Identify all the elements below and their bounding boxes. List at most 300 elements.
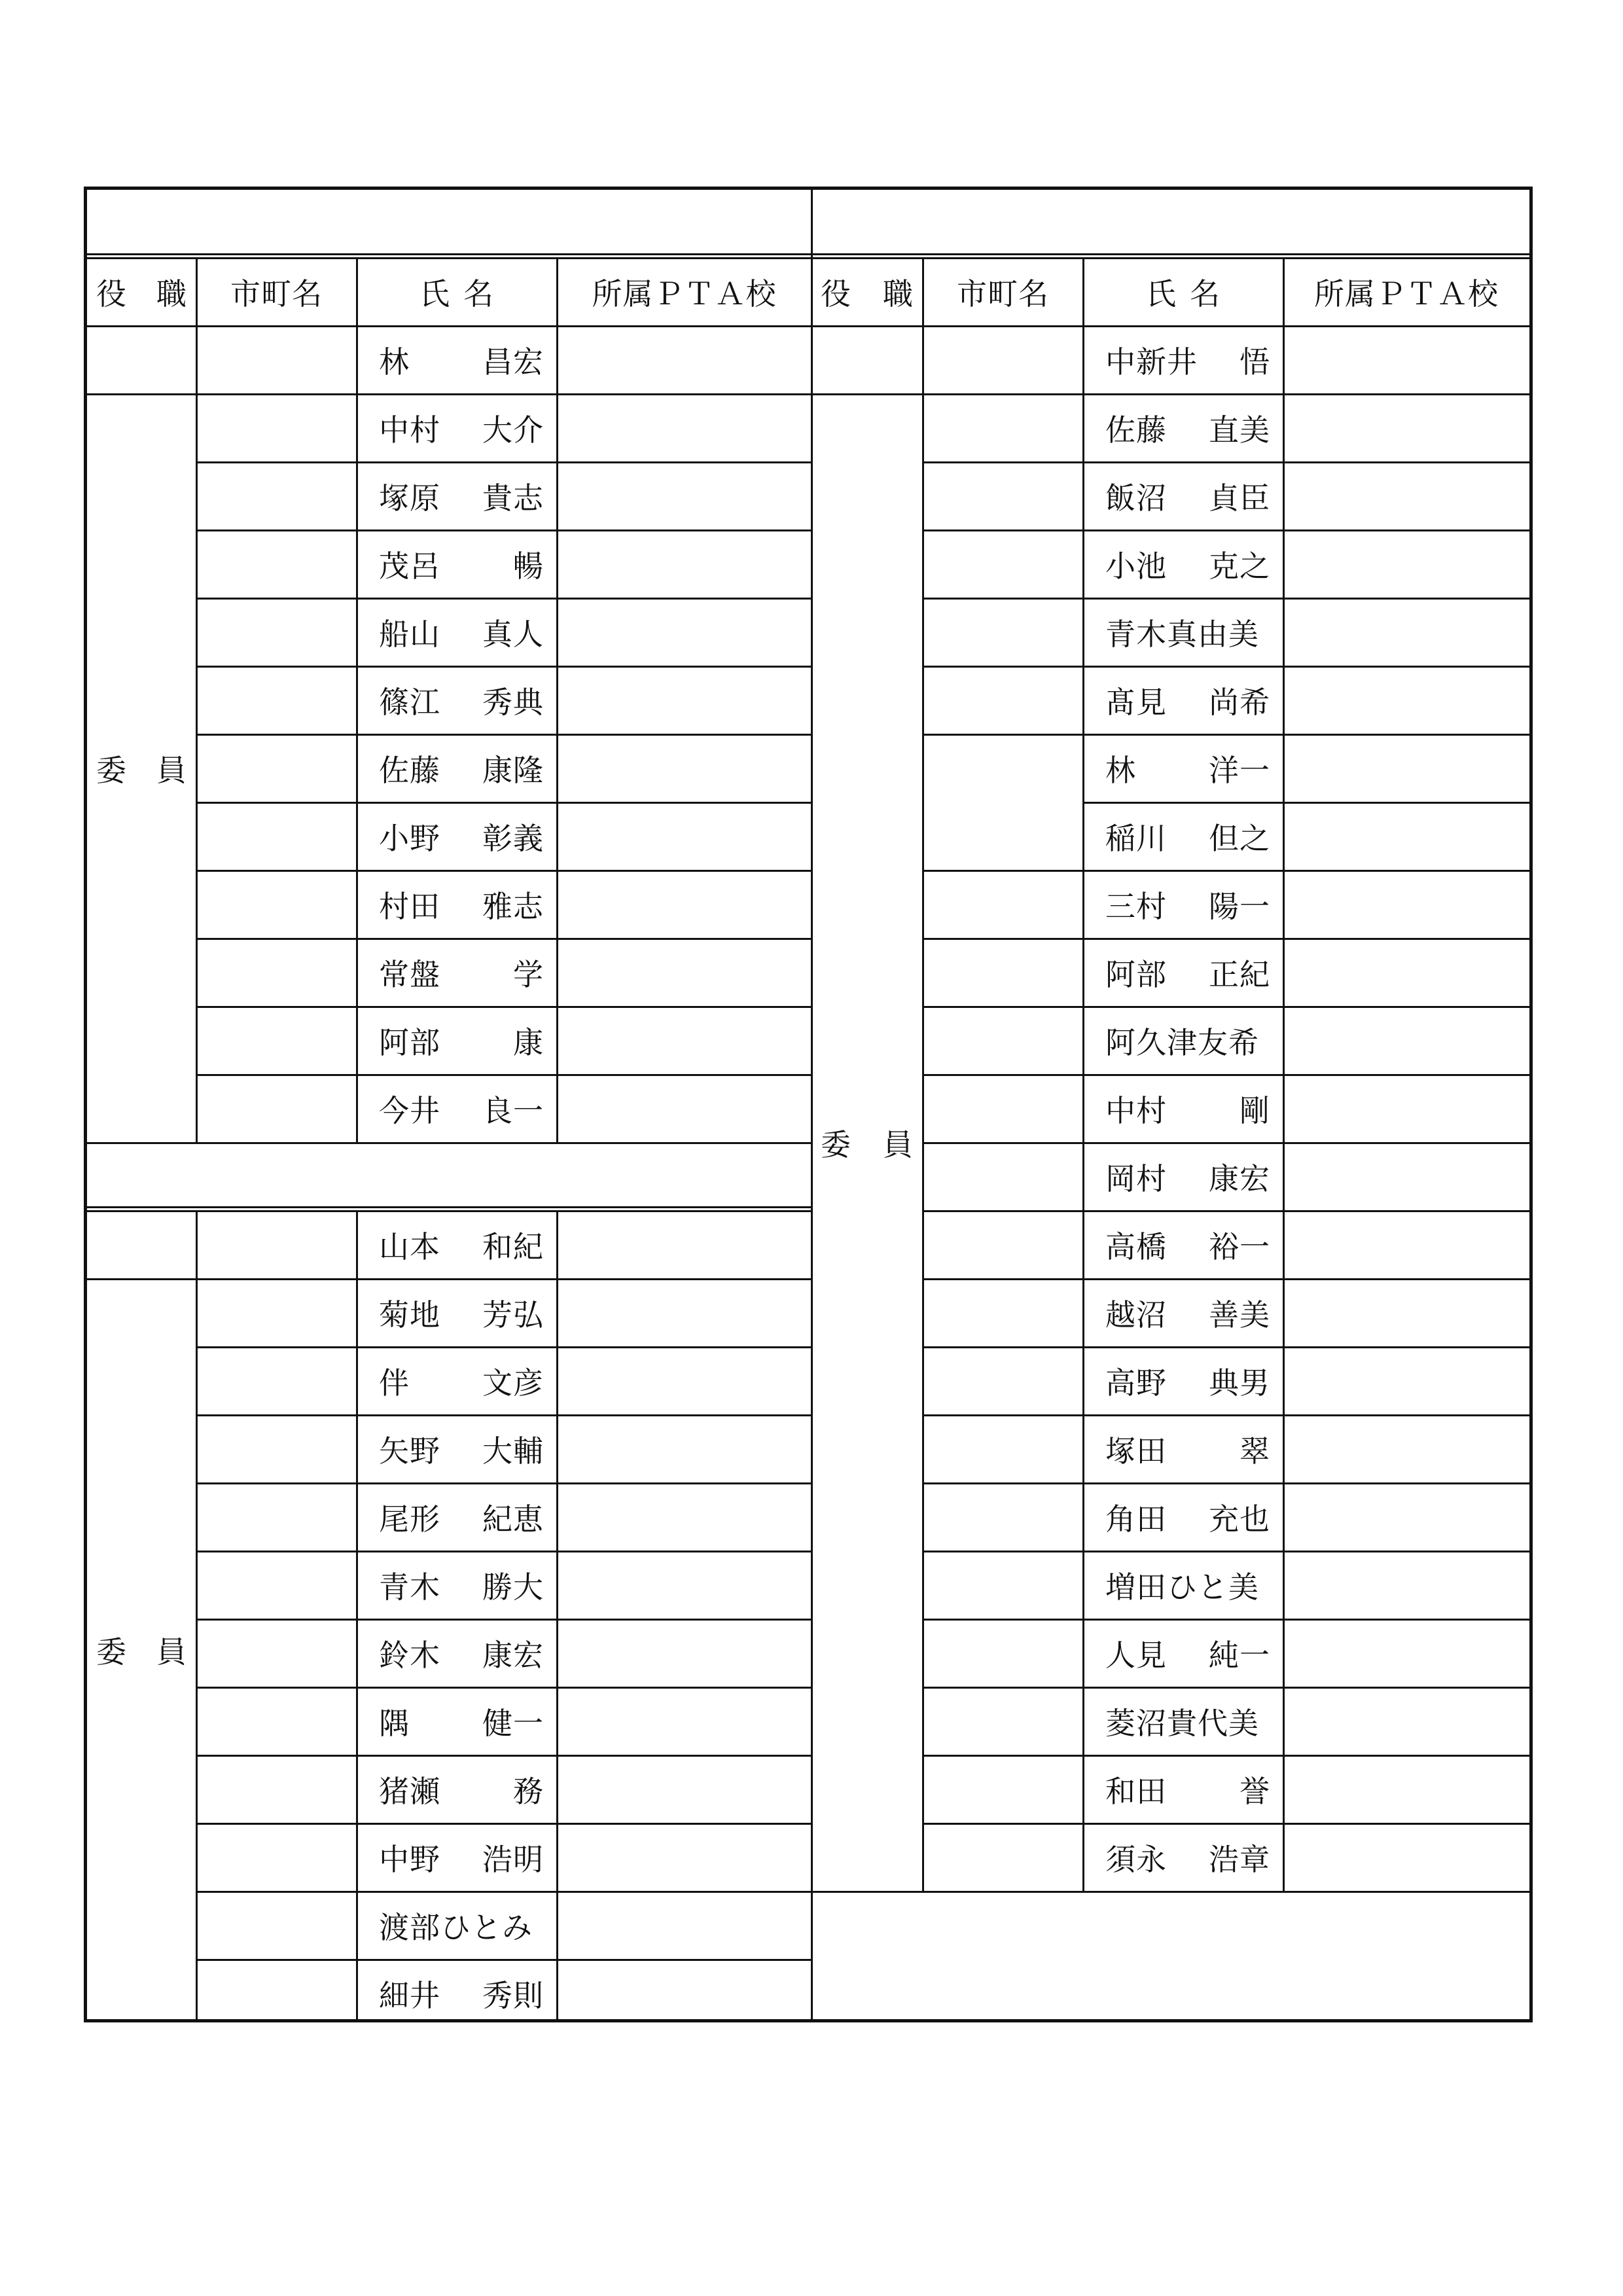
member-city xyxy=(196,1075,357,1143)
given-name: 大輔 xyxy=(482,1433,544,1469)
row-rule xyxy=(196,666,812,668)
role-char: 委 xyxy=(96,753,127,788)
column-rule xyxy=(556,1211,558,2019)
unei-header-role xyxy=(812,258,923,326)
member-city xyxy=(923,1143,1083,1211)
family-name: 船山 xyxy=(379,617,440,652)
row-rule xyxy=(196,1687,812,1689)
member-city xyxy=(196,939,357,1007)
member-school xyxy=(557,1551,812,1619)
family-name: 飯沼 xyxy=(1105,480,1167,516)
member-school xyxy=(557,1823,812,1892)
given-name: 健一 xyxy=(482,1706,544,1741)
member-city xyxy=(196,1279,357,1347)
row-rule xyxy=(923,1074,1529,1076)
given-name: 洋一 xyxy=(1209,753,1270,788)
family-name: 三村 xyxy=(1105,889,1167,924)
header-name-char: 氏 xyxy=(1146,276,1177,312)
member-city xyxy=(196,734,357,802)
member-city xyxy=(923,1007,1083,1075)
row-rule xyxy=(196,529,812,531)
full-name: 阿久津友希 xyxy=(1105,1025,1259,1060)
family-name: 稲川 xyxy=(1105,821,1167,856)
row-rule xyxy=(923,1278,1529,1280)
row-rule xyxy=(812,1891,1529,1893)
member-city xyxy=(196,1823,357,1892)
unei-header-name xyxy=(1083,258,1283,326)
member-name xyxy=(1083,939,1283,1007)
member-school xyxy=(1283,1755,1529,1823)
member-name xyxy=(357,1483,557,1551)
family-name: 茂呂 xyxy=(379,548,440,584)
family-name: 塚田 xyxy=(1105,1433,1167,1469)
member-city xyxy=(196,462,357,530)
row-rule xyxy=(923,1687,1529,1689)
member-school xyxy=(1283,1007,1529,1075)
member-name xyxy=(357,326,557,394)
family-name: 青木 xyxy=(379,1570,440,1605)
member-city xyxy=(923,1211,1083,1279)
member-school xyxy=(1283,870,1529,939)
joho-chair-role xyxy=(87,1211,196,1279)
member-name xyxy=(1083,870,1283,939)
member-school xyxy=(557,530,812,598)
member-school xyxy=(557,1211,812,1279)
row-rule xyxy=(923,870,1529,872)
member-city xyxy=(196,598,357,666)
committee-roster-table xyxy=(84,187,1533,2022)
row-rule xyxy=(196,461,812,463)
given-name: 克之 xyxy=(1209,548,1270,584)
header-name-char: 名 xyxy=(463,276,494,312)
member-school xyxy=(557,1755,812,1823)
member-name xyxy=(357,598,557,666)
member-name xyxy=(357,394,557,462)
member-school xyxy=(557,802,812,870)
row-rule xyxy=(196,938,812,940)
member-name xyxy=(1083,734,1283,802)
given-name: 彰義 xyxy=(482,821,544,856)
given-name: 尚希 xyxy=(1209,685,1270,720)
row-rule xyxy=(87,393,812,395)
joho-member-role xyxy=(87,1279,196,2021)
member-city xyxy=(196,1687,357,1755)
given-name: 翠 xyxy=(1240,1433,1270,1469)
full-name: 青木真由美 xyxy=(1105,617,1259,652)
given-name: 充也 xyxy=(1209,1501,1270,1537)
family-name: 矢野 xyxy=(379,1433,440,1469)
row-rule xyxy=(923,529,1529,531)
member-school xyxy=(1283,802,1529,870)
family-name: 須永 xyxy=(1105,1842,1167,1877)
given-name: 剛 xyxy=(1240,1093,1270,1128)
member-school xyxy=(557,1007,812,1075)
row-rule xyxy=(923,1551,1529,1552)
member-city xyxy=(196,1551,357,1619)
member-name xyxy=(357,734,557,802)
member-city xyxy=(923,1415,1083,1483)
row-rule xyxy=(923,734,1529,736)
member-city xyxy=(923,598,1083,666)
member-school xyxy=(557,1415,812,1483)
member-name xyxy=(1083,1211,1283,1279)
member-city xyxy=(923,1755,1083,1823)
family-name: 常盤 xyxy=(379,957,440,992)
member-name xyxy=(357,802,557,870)
family-name: 阿部 xyxy=(1105,957,1167,992)
member-name xyxy=(1083,394,1283,462)
row-rule xyxy=(196,1006,812,1008)
member-city xyxy=(923,870,1083,939)
kyoiku-chair-role xyxy=(87,326,196,394)
member-school xyxy=(557,1279,812,1347)
given-name: 悟 xyxy=(1240,344,1270,380)
unei-committee-title xyxy=(812,190,1529,258)
member-city xyxy=(196,802,357,870)
row-rule xyxy=(812,393,1529,395)
member-school xyxy=(1283,1143,1529,1211)
family-name: 今井 xyxy=(379,1093,440,1128)
full-name: 渡部ひとみ xyxy=(379,1910,533,1945)
member-city xyxy=(923,1687,1083,1755)
member-city xyxy=(196,394,357,462)
member-school xyxy=(557,1619,812,1687)
row-rule xyxy=(923,598,1529,600)
member-school xyxy=(1283,326,1529,394)
member-city xyxy=(196,1415,357,1483)
member-name xyxy=(357,1347,557,1415)
row-rule xyxy=(812,253,1529,255)
member-name xyxy=(1083,1823,1283,1892)
given-name: 誉 xyxy=(1240,1774,1270,1809)
family-name: 林 xyxy=(1105,753,1136,788)
member-name xyxy=(1083,530,1283,598)
given-name: 文彦 xyxy=(482,1365,544,1401)
given-name: 大介 xyxy=(482,412,544,448)
given-name: 和紀 xyxy=(482,1229,544,1265)
row-rule xyxy=(196,1755,812,1757)
member-name xyxy=(1083,1143,1283,1211)
member-school xyxy=(557,1892,812,1960)
row-rule xyxy=(196,1959,812,1961)
header-role-char: 職 xyxy=(883,276,914,312)
row-rule xyxy=(196,1823,812,1825)
member-school xyxy=(557,1960,812,2028)
member-school xyxy=(557,734,812,802)
given-name: 紀恵 xyxy=(482,1501,544,1537)
row-rule xyxy=(923,1619,1529,1621)
family-name: 高橋 xyxy=(1105,1229,1167,1265)
given-name: 勝大 xyxy=(482,1570,544,1605)
family-name: 伴 xyxy=(379,1365,410,1401)
given-name: 真人 xyxy=(482,617,544,652)
member-city xyxy=(923,666,1083,734)
member-name xyxy=(357,1687,557,1755)
member-name xyxy=(1083,1551,1283,1619)
family-name: 阿部 xyxy=(379,1025,440,1060)
member-school xyxy=(1283,1347,1529,1415)
row-rule xyxy=(196,1551,812,1552)
family-name: 菊地 xyxy=(379,1297,440,1333)
column-rule xyxy=(556,258,558,1143)
member-city xyxy=(196,1211,357,1279)
member-name xyxy=(357,462,557,530)
family-name: 和田 xyxy=(1105,1774,1167,1809)
row-rule xyxy=(196,802,812,804)
family-name: 塚原 xyxy=(379,480,440,516)
family-name: 村田 xyxy=(379,889,440,924)
joho-committee-title xyxy=(87,1143,812,1211)
given-name: 正紀 xyxy=(1209,957,1270,992)
row-rule xyxy=(812,325,1529,327)
member-school xyxy=(557,462,812,530)
row-rule xyxy=(87,1210,812,1212)
family-name: 中新井 xyxy=(1105,344,1198,380)
member-name xyxy=(1083,1415,1283,1483)
header-role-char: 役 xyxy=(821,276,851,312)
row-rule xyxy=(196,870,812,872)
family-name: 角田 xyxy=(1105,1501,1167,1537)
member-city xyxy=(923,1823,1083,1892)
unei-header-school: 所属ＰＴＡ校 xyxy=(1314,276,1499,312)
row-rule xyxy=(87,253,812,255)
member-school xyxy=(557,326,812,394)
role-char: 員 xyxy=(883,1127,914,1162)
member-school xyxy=(1283,1075,1529,1143)
member-city xyxy=(923,462,1083,530)
member-school xyxy=(557,939,812,1007)
row-rule xyxy=(196,1482,812,1484)
kyoiku-header-role xyxy=(87,258,196,326)
full-name: 増田ひと美 xyxy=(1105,1570,1259,1605)
family-name: 尾形 xyxy=(379,1501,440,1537)
unei-member-role xyxy=(812,394,923,1892)
given-name: 康隆 xyxy=(482,753,544,788)
role-char: 委 xyxy=(96,1634,127,1670)
member-name xyxy=(357,1075,557,1143)
kyoiku-header-city: 市町名 xyxy=(230,276,323,312)
member-school xyxy=(1283,1415,1529,1483)
member-school xyxy=(1283,598,1529,666)
member-city xyxy=(196,326,357,394)
member-name xyxy=(1083,326,1283,394)
member-name xyxy=(1083,802,1283,870)
column-rule xyxy=(196,258,198,1143)
column-rule xyxy=(356,1211,358,2019)
member-school xyxy=(1283,394,1529,462)
member-school xyxy=(1283,734,1529,802)
member-name xyxy=(1083,1007,1283,1075)
member-city xyxy=(923,326,1083,394)
member-name xyxy=(357,1892,557,1960)
column-rule xyxy=(196,1211,198,2019)
row-rule xyxy=(923,1210,1529,1212)
family-name: 高野 xyxy=(1105,1365,1167,1401)
member-school xyxy=(1283,1619,1529,1687)
member-name xyxy=(357,1619,557,1687)
row-rule xyxy=(196,1346,812,1348)
member-city xyxy=(923,1619,1083,1687)
header-role-char: 職 xyxy=(156,276,187,312)
kyoiku-header-name xyxy=(357,258,557,326)
full-name: 菱沼貴代美 xyxy=(1105,1706,1259,1741)
member-name xyxy=(1083,462,1283,530)
row-rule xyxy=(196,1074,812,1076)
member-name xyxy=(1083,1755,1283,1823)
header-role-char: 役 xyxy=(96,276,127,312)
member-name xyxy=(1083,1619,1283,1687)
given-name: 康 xyxy=(513,1025,544,1060)
member-school xyxy=(1283,1687,1529,1755)
header-name-char: 氏 xyxy=(419,276,450,312)
given-name: 芳弘 xyxy=(482,1297,544,1333)
given-name: 秀典 xyxy=(482,685,544,720)
role-char: 員 xyxy=(156,753,187,788)
row-rule xyxy=(923,666,1529,668)
member-school xyxy=(557,666,812,734)
member-school xyxy=(1283,1823,1529,1892)
given-name: 雅志 xyxy=(482,889,544,924)
given-name: 良一 xyxy=(482,1093,544,1128)
row-rule xyxy=(923,1755,1529,1757)
member-school xyxy=(1283,1483,1529,1551)
member-city xyxy=(196,530,357,598)
member-school xyxy=(557,1075,812,1143)
given-name: 康宏 xyxy=(482,1638,544,1673)
member-name xyxy=(357,1823,557,1892)
row-rule xyxy=(923,1346,1529,1348)
member-name xyxy=(1083,1687,1283,1755)
member-school xyxy=(1283,530,1529,598)
member-school xyxy=(1283,462,1529,530)
given-name: 純一 xyxy=(1209,1638,1270,1673)
member-city xyxy=(923,1483,1083,1551)
member-school xyxy=(1283,1551,1529,1619)
center-divider xyxy=(811,190,813,2019)
member-school xyxy=(557,1483,812,1551)
member-city xyxy=(196,1892,357,1960)
member-city xyxy=(196,1483,357,1551)
row-rule xyxy=(923,1823,1529,1825)
member-city xyxy=(196,1347,357,1415)
family-name: 中野 xyxy=(379,1842,440,1877)
member-city xyxy=(196,1960,357,2028)
family-name: 篠江 xyxy=(379,685,440,720)
member-name xyxy=(1083,1075,1283,1143)
given-name: 秀則 xyxy=(482,1978,544,2013)
family-name: 髙見 xyxy=(1105,685,1167,720)
member-city xyxy=(923,1075,1083,1143)
row-rule xyxy=(812,257,1529,259)
member-city xyxy=(923,734,1083,870)
member-name xyxy=(357,1755,557,1823)
given-name: 直美 xyxy=(1209,412,1270,448)
given-name: 康宏 xyxy=(1209,1161,1270,1196)
member-name xyxy=(357,666,557,734)
family-name: 岡村 xyxy=(1105,1161,1167,1196)
unei-header-city: 市町名 xyxy=(957,276,1049,312)
member-city xyxy=(923,1551,1083,1619)
family-name: 細井 xyxy=(379,1978,440,2013)
row-rule xyxy=(196,1891,812,1893)
member-name xyxy=(357,870,557,939)
role-char: 委 xyxy=(821,1127,851,1162)
row-rule xyxy=(87,257,812,259)
kyoiku-committee-title xyxy=(87,190,812,258)
member-name xyxy=(357,530,557,598)
kyoiku-header-school: 所属ＰＴＡ校 xyxy=(592,276,777,312)
role-char: 員 xyxy=(156,1634,187,1670)
member-school xyxy=(1283,1279,1529,1347)
member-school xyxy=(557,1687,812,1755)
row-rule xyxy=(87,1278,812,1280)
given-name: 務 xyxy=(513,1774,544,1809)
given-name: 善美 xyxy=(1209,1297,1270,1333)
given-name: 浩章 xyxy=(1209,1842,1270,1877)
member-name xyxy=(1083,1347,1283,1415)
member-school xyxy=(557,870,812,939)
family-name: 佐藤 xyxy=(379,753,440,788)
member-city xyxy=(196,1619,357,1687)
row-rule xyxy=(196,598,812,600)
given-name: 学 xyxy=(513,957,544,992)
row-rule xyxy=(196,1414,812,1416)
member-name xyxy=(1083,666,1283,734)
family-name: 佐藤 xyxy=(1105,412,1167,448)
family-name: 山本 xyxy=(379,1229,440,1265)
family-name: 小池 xyxy=(1105,548,1167,584)
family-name: 小野 xyxy=(379,821,440,856)
row-rule xyxy=(196,734,812,736)
member-school xyxy=(1283,1211,1529,1279)
row-rule xyxy=(196,1619,812,1621)
row-rule xyxy=(87,325,812,327)
family-name: 中村 xyxy=(379,412,440,448)
row-rule xyxy=(923,461,1529,463)
given-name: 貴志 xyxy=(482,480,544,516)
member-name xyxy=(357,1007,557,1075)
given-name: 暢 xyxy=(513,548,544,584)
family-name: 人見 xyxy=(1105,1638,1167,1673)
member-name xyxy=(1083,1279,1283,1347)
member-city xyxy=(196,1755,357,1823)
row-rule xyxy=(923,1142,1529,1144)
member-city xyxy=(196,1007,357,1075)
member-name xyxy=(357,1551,557,1619)
member-school xyxy=(1283,939,1529,1007)
member-name xyxy=(357,939,557,1007)
row-rule xyxy=(923,1006,1529,1008)
member-name xyxy=(1083,598,1283,666)
member-city xyxy=(196,870,357,939)
given-name: 裕一 xyxy=(1209,1229,1270,1265)
given-name: 但之 xyxy=(1209,821,1270,856)
family-name: 猪瀬 xyxy=(379,1774,440,1809)
row-rule xyxy=(1083,802,1529,804)
header-name-char: 名 xyxy=(1190,276,1221,312)
member-city xyxy=(923,394,1083,462)
row-rule xyxy=(87,1206,812,1208)
unei-chair-role xyxy=(812,326,923,394)
family-name: 中村 xyxy=(1105,1093,1167,1128)
member-city xyxy=(923,1279,1083,1347)
family-name: 越沼 xyxy=(1105,1297,1167,1333)
given-name: 貞臣 xyxy=(1209,480,1270,516)
member-name xyxy=(357,1279,557,1347)
row-rule xyxy=(923,938,1529,940)
member-name xyxy=(357,1960,557,2028)
member-name xyxy=(357,1211,557,1279)
